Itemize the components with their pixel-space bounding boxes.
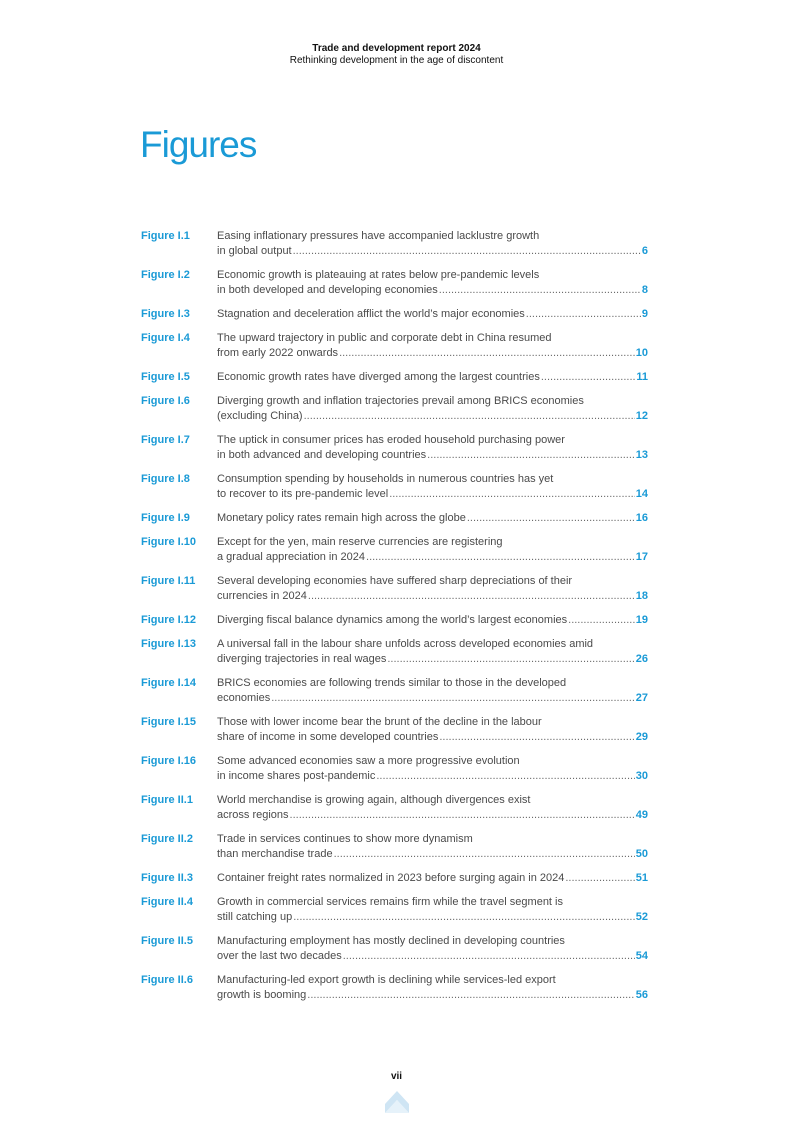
- figure-label: Figure I.7: [141, 434, 190, 446]
- toc-entry[interactable]: [141, 229, 648, 259]
- dot-leader: [568, 613, 635, 628]
- page-link[interactable]: 18: [635, 590, 648, 602]
- toc-entry[interactable]: [141, 934, 648, 964]
- toc-entry[interactable]: [141, 871, 648, 886]
- toc-entry[interactable]: [141, 574, 648, 604]
- figure-title-line: The uptick in consumer prices has eroded household purchasing power: [217, 434, 565, 446]
- toc-entry[interactable]: [141, 715, 648, 745]
- page-link[interactable]: 30: [635, 770, 648, 782]
- report-subtitle: Rethinking development in the age of discontent: [289, 55, 504, 66]
- figure-title-line: Stagnation and deceleration afflict the world’s major economies: [217, 308, 525, 320]
- figure-title-line: Growth in commercial services remains firm while the travel segment is: [217, 896, 563, 908]
- dot-leader: [439, 730, 634, 745]
- figure-title-line: growth is booming: [217, 989, 307, 1001]
- figure-label: Figure I.14: [141, 677, 197, 689]
- figure-title-line: in both advanced and developing countries: [217, 449, 427, 461]
- page-number: vii: [390, 1071, 403, 1082]
- figure-title-line: Economic growth is plateauing at rates below pre-pandemic levels: [217, 269, 540, 281]
- figure-title-line: Except for the yen, main reserve currencies are registering: [217, 536, 503, 548]
- figure-title-line: over the last two decades: [217, 950, 342, 962]
- toc-entry[interactable]: [141, 637, 648, 667]
- toc-entry[interactable]: [141, 535, 648, 565]
- page-link[interactable]: 10: [635, 347, 648, 359]
- figure-label: Figure I.1: [141, 230, 190, 242]
- dot-leader: [376, 769, 634, 784]
- toc-entry[interactable]: [141, 331, 648, 361]
- dot-leader: [334, 847, 635, 862]
- figure-label: Figure I.12: [141, 614, 197, 626]
- page-link[interactable]: 12: [635, 410, 648, 422]
- dot-leader: [541, 370, 636, 385]
- figure-label: Figure I.11: [141, 575, 196, 587]
- figure-label: Figure I.3: [141, 308, 190, 320]
- figure-title-line: in income shares post-pandemic: [217, 770, 376, 782]
- figure-title-line: Economic growth rates have diverged among the largest countries: [217, 371, 540, 383]
- figure-title-line: Diverging fiscal balance dynamics among the world’s largest economies: [217, 614, 568, 626]
- figure-title-line: to recover to its pre-pandemic level: [217, 488, 389, 500]
- dot-leader: [304, 409, 635, 424]
- figure-title-line: than merchandise trade: [217, 848, 333, 860]
- figure-title-line: diverging trajectories in real wages: [217, 653, 387, 665]
- dot-leader: [308, 589, 635, 604]
- toc-entry[interactable]: [141, 793, 648, 823]
- dot-leader: [439, 283, 641, 298]
- toc-entry[interactable]: [141, 268, 648, 298]
- figure-label: Figure I.16: [141, 755, 197, 767]
- dot-leader: [467, 511, 635, 526]
- page-link[interactable]: 9: [641, 308, 648, 320]
- page-link[interactable]: 26: [635, 653, 648, 665]
- figure-title-line: currencies in 2024: [217, 590, 307, 602]
- dot-leader: [307, 988, 634, 1003]
- figure-title-line: across regions: [217, 809, 289, 821]
- figure-title-line: share of income in some developed countries: [217, 731, 439, 743]
- toc-entry[interactable]: [141, 973, 648, 1003]
- page-link[interactable]: 51: [635, 872, 648, 884]
- figure-title-line: from early 2022 onwards: [217, 347, 339, 359]
- figure-label: Figure I.4: [141, 332, 190, 344]
- chevron-up-logo-icon: [384, 1089, 410, 1115]
- dot-leader: [366, 550, 635, 565]
- toc-entry[interactable]: [141, 511, 648, 526]
- figure-label: Figure II.5: [141, 935, 193, 947]
- figure-title-line: Those with lower income bear the brunt of the decline in the labour: [217, 716, 542, 728]
- figure-label: Figure II.4: [141, 896, 193, 908]
- figure-title-line: Trade in services continues to show more dynamism: [217, 833, 473, 845]
- report-title: Trade and development report 2024: [312, 43, 481, 54]
- figure-title-line: The upward trajectory in public and corporate debt in China resumed: [217, 332, 552, 344]
- page-link[interactable]: 54: [635, 950, 648, 962]
- dot-leader: [343, 949, 635, 964]
- figure-title-line: Manufacturing-led export growth is declining while services-led export: [217, 974, 556, 986]
- page-link[interactable]: 27: [635, 692, 648, 704]
- figure-title-line: Some advanced economies saw a more progressive evolution: [217, 755, 520, 767]
- figure-label: Figure I.5: [141, 371, 190, 383]
- figure-label: Figure I.2: [141, 269, 190, 281]
- page-link[interactable]: 49: [635, 809, 648, 821]
- figure-label: Figure I.9: [141, 512, 190, 524]
- figure-title-line: Manufacturing employment has mostly declined in developing countries: [217, 935, 565, 947]
- figure-title-line: Container freight rates normalized in 2023 before surging again in 2024: [217, 872, 565, 884]
- figure-label: Figure I.10: [141, 536, 197, 548]
- figure-title-line: in global output: [217, 245, 292, 257]
- figure-title-line: Diverging growth and inflation trajectories prevail among BRICS economies: [217, 395, 584, 407]
- figure-title-line: Consumption spending by households in numerous countries has yet: [217, 473, 554, 485]
- figure-label: Figure I.13: [141, 638, 197, 650]
- figure-label: Figure I.8: [141, 473, 190, 485]
- page-link[interactable]: 6: [641, 245, 648, 257]
- toc-entry[interactable]: [141, 394, 648, 424]
- page-link[interactable]: 56: [635, 989, 648, 1001]
- figure-title-line: Several developing economies have suffered sharp depreciations of their: [217, 575, 573, 587]
- page-link[interactable]: 29: [635, 731, 648, 743]
- figure-title-line: economies: [217, 692, 271, 704]
- dot-leader: [293, 244, 641, 259]
- toc-entry[interactable]: [141, 472, 648, 502]
- figure-title-line: Monetary policy rates remain high across the globe: [217, 512, 466, 524]
- figure-title-line: BRICS economies are following trends similar to those in the developed: [217, 677, 567, 689]
- page-title: Figures: [140, 124, 257, 165]
- page-link[interactable]: 8: [641, 284, 648, 296]
- figure-title-line: World merchandise is growing again, although divergences exist: [217, 794, 531, 806]
- toc-entry[interactable]: [141, 433, 648, 463]
- figure-title-line: (excluding China): [217, 410, 303, 422]
- figure-label: Figure II.3: [141, 872, 193, 884]
- figures-list: [141, 229, 648, 1012]
- toc-entry[interactable]: [141, 754, 648, 784]
- page-link[interactable]: 52: [635, 911, 648, 923]
- dot-leader: [526, 307, 641, 322]
- figure-label: Figure II.6: [141, 974, 193, 986]
- figure-title-line: Easing inflationary pressures have accompanied lacklustre growth: [217, 230, 540, 242]
- page-link[interactable]: 50: [635, 848, 648, 860]
- page-link[interactable]: 11: [636, 371, 648, 383]
- dot-leader: [290, 808, 635, 823]
- figure-label: Figure II.2: [141, 833, 193, 845]
- dot-leader: [387, 652, 634, 667]
- figure-title-line: still catching up: [217, 911, 293, 923]
- toc-entry[interactable]: [141, 895, 648, 925]
- page-link[interactable]: 17: [635, 551, 648, 563]
- page-link[interactable]: 19: [635, 614, 648, 626]
- figure-title-line: A universal fall in the labour share unfolds across developed economies amid: [217, 638, 594, 650]
- toc-entry[interactable]: [141, 676, 648, 706]
- toc-entry[interactable]: [141, 370, 648, 385]
- toc-entry[interactable]: [141, 832, 648, 862]
- page-link[interactable]: 16: [635, 512, 648, 524]
- page-link[interactable]: 13: [635, 449, 648, 461]
- toc-entry[interactable]: [141, 613, 648, 628]
- dot-leader: [389, 487, 635, 502]
- running-header: [0, 43, 793, 67]
- dot-leader: [565, 871, 634, 886]
- figure-label: Figure I.6: [141, 395, 190, 407]
- dot-leader: [293, 910, 635, 925]
- toc-entry[interactable]: [141, 307, 648, 322]
- figure-title-line: a gradual appreciation in 2024: [217, 551, 366, 563]
- figure-label: Figure II.1: [141, 794, 193, 806]
- figure-title-line: in both developed and developing economies: [217, 284, 438, 296]
- dot-leader: [427, 448, 635, 463]
- page-link[interactable]: 14: [635, 488, 648, 500]
- dot-leader: [271, 691, 635, 706]
- figure-label: Figure I.15: [141, 716, 197, 728]
- dot-leader: [339, 346, 635, 361]
